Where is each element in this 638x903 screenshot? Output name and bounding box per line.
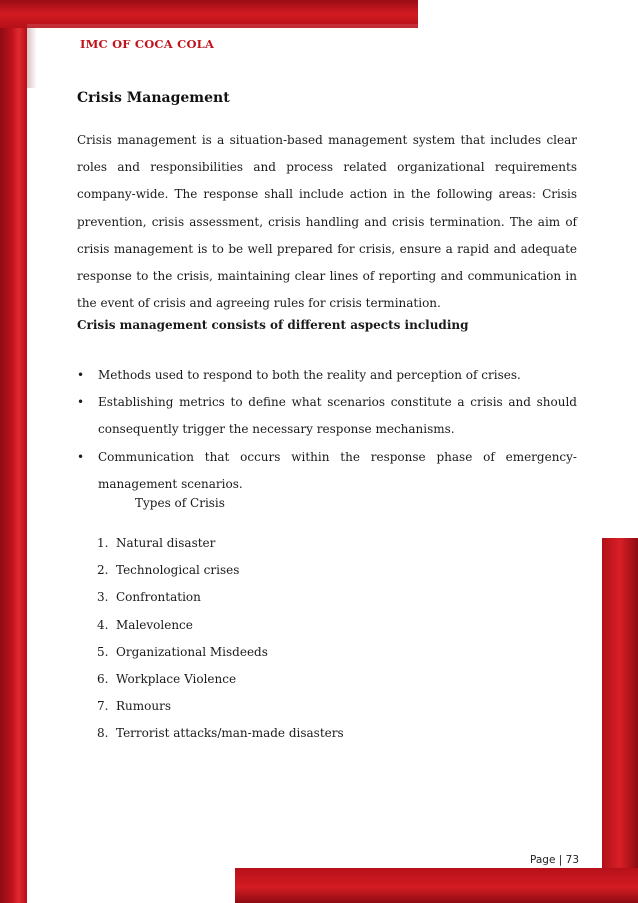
list-item bbox=[97, 530, 344, 557]
list-number: 3. bbox=[97, 590, 109, 605]
intro-line: Crisis management is a situation-based management system that includes clear roles bbox=[77, 133, 577, 175]
running-header: IMC OF COCA COLA bbox=[80, 37, 215, 51]
list-item bbox=[97, 557, 344, 584]
list-item-text: consequently trigger the necessary response mechanisms. bbox=[98, 422, 455, 437]
types-heading: Types of Crisis bbox=[135, 496, 225, 510]
list-item bbox=[97, 612, 344, 639]
list-item-text: Establishing metrics to define what scenarios constitute a crisis and should bbox=[98, 395, 577, 410]
list-item bbox=[77, 362, 577, 389]
list-item-text: scenarios. bbox=[181, 476, 243, 491]
aspects-list bbox=[77, 362, 577, 498]
bullet-icon: • bbox=[77, 368, 85, 382]
intro-line: maintaining clear lines of reporting and communication in the event of crisis and bbox=[77, 269, 577, 311]
section-title: Crisis Management bbox=[77, 90, 230, 106]
list-item-text: Communication that occurs within the response phase of emergency-management bbox=[98, 449, 577, 491]
list-number: 7. bbox=[97, 699, 109, 714]
list-item bbox=[97, 584, 344, 611]
list-item-text: Terrorist attacks/man-made disasters bbox=[116, 726, 344, 741]
intro-line: be well prepared for crisis, ensure a rapid and adequate response to the crisis, bbox=[77, 241, 577, 284]
page-number: Page | 73 bbox=[530, 854, 579, 866]
list-item bbox=[97, 666, 344, 693]
bullet-icon: • bbox=[77, 449, 85, 464]
list-item-text: Malevolence bbox=[116, 617, 193, 632]
crisis-types-list bbox=[97, 530, 344, 748]
aspects-heading: Crisis management consists of different aspects including bbox=[77, 318, 469, 332]
intro-paragraph bbox=[77, 127, 577, 317]
list-item bbox=[77, 444, 577, 498]
intro-line: The response shall include action in the following areas: Crisis prevention, crisis bbox=[77, 187, 577, 229]
list-number: 2. bbox=[97, 563, 109, 578]
list-item-text: Workplace Violence bbox=[116, 672, 237, 687]
list-item-text: Rumours bbox=[116, 699, 171, 714]
intro-line: assessment, crisis handling and crisis termination. The aim of crisis management is to bbox=[77, 214, 577, 256]
frame-bottom-border bbox=[235, 868, 638, 903]
frame-corner-shadow bbox=[27, 28, 37, 88]
list-item-text: Confrontation bbox=[116, 590, 201, 605]
frame-top-border bbox=[0, 0, 418, 28]
list-item-text: Natural disaster bbox=[116, 536, 216, 550]
bullet-icon: • bbox=[77, 395, 85, 410]
list-item bbox=[97, 639, 344, 666]
list-item-text: Methods used to respond to both the reality and perception of crises. bbox=[98, 368, 521, 382]
list-item bbox=[97, 720, 344, 747]
list-number: 5. bbox=[97, 644, 109, 659]
list-number: 8. bbox=[97, 726, 109, 741]
list-item bbox=[77, 389, 577, 443]
list-item-text: Organizational Misdeeds bbox=[116, 644, 268, 659]
frame-right-border bbox=[602, 538, 638, 903]
list-number: 1. bbox=[97, 536, 109, 550]
frame-left-border bbox=[0, 0, 27, 903]
intro-line: and responsibilities and process related organizational requirements company-wide. bbox=[77, 160, 577, 202]
list-number: 6. bbox=[97, 672, 109, 687]
list-item bbox=[97, 693, 344, 720]
list-item-text: Technological crises bbox=[116, 563, 240, 578]
intro-line: agreeing rules for crisis termination. bbox=[215, 296, 441, 311]
list-number: 4. bbox=[97, 617, 109, 632]
